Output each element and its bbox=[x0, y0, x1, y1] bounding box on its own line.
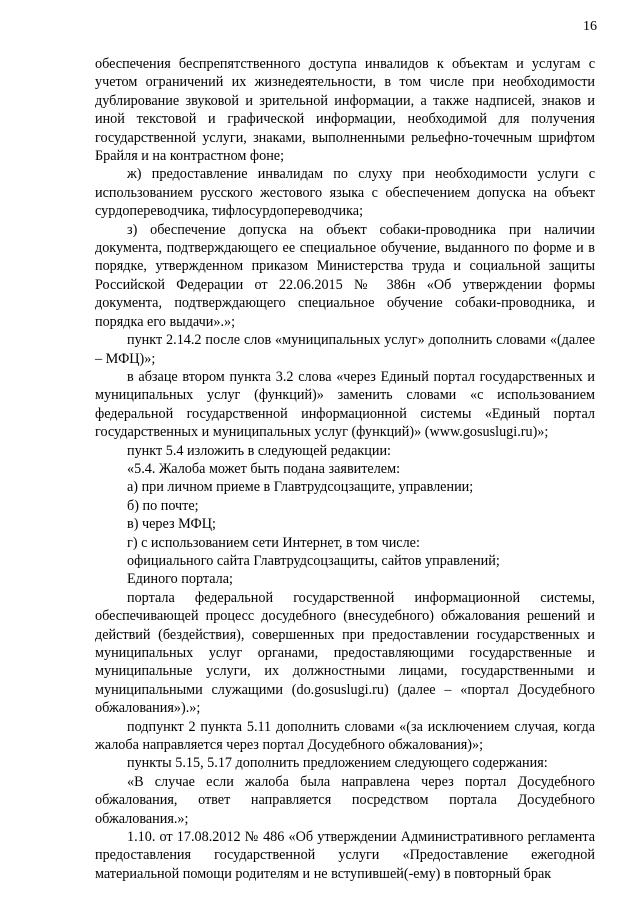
paragraph: официального сайта Главтрудсоцзащиты, сайтов управлений; bbox=[127, 552, 500, 569]
paragraph: обеспечения беспрепятственного доступа инвалидов к объектам и услугам с учетом ограничений их жизнедеятельности, в том числе при необходимости дублирование звуковой и зрительной информации, а также надписей, знаков и иной текстовой и графической информации, необходимой для получения государственной услуги, знаками, выполненными рельефно-точечным шрифтом Брайля и на контрастном фоне; bbox=[95, 56, 595, 165]
paragraph: «В случае если жалоба была направлена через портал Досудебного обжалования, ответ направляется посредством портала Досудебного обжалования.»; bbox=[95, 773, 595, 827]
paragraph: в) через МФЦ; bbox=[127, 516, 216, 533]
paragraph: подпункт 2 пункта 5.11 дополнить словами «(за исключением случая, когда жалоба направляется через портал Досудебного обжалования)»; bbox=[95, 718, 595, 754]
paragraph: б) по почте; bbox=[127, 497, 199, 514]
paragraph: 1.10. от 17.08.2012 № 486 «Об утверждении Административного регламента предоставления государственной услуги «Предоставление ежегодной материальной помощи родителям и не вступившей(-ему) в повторный брак bbox=[95, 829, 595, 882]
paragraph: з) обеспечение допуска на объект собаки-проводника при наличии документа, подтверждающего ее специальное обучение, выданного по форме и в порядке, утвержденном приказом Министерства труда и социальной защиты Российской Федерации от 22.06.2015 № 386н «Об утверждении формы документа, подтверждающего специальное обучение собаки-проводника, и порядка его выдачи».»; bbox=[95, 221, 595, 330]
paragraph: г) с использованием сети Интернет, в том числе: bbox=[127, 534, 420, 551]
paragraph: ж) предоставление инвалидам по слуху при необходимости услуги с использованием русского жестового языка с обеспечением допуска на объект сурдопереводчика, тифлосурдопереводчика; bbox=[95, 166, 595, 220]
paragraph: «5.4. Жалоба может быть подана заявителем: bbox=[127, 460, 401, 477]
page-number: 16 bbox=[583, 19, 597, 34]
paragraph: а) при личном приеме в Главтрудсоцзащите, управлении; bbox=[127, 479, 474, 496]
paragraph: Единого портала; bbox=[127, 571, 233, 588]
paragraph: пункты 5.15, 5.17 дополнить предложением следующего содержания: bbox=[127, 755, 548, 772]
paragraph: портала федеральной государственной информационной системы, обеспечивающей процесс досудебного (внесудебного) обжалования решений и действий (бездействия), совершенных при предоставлении государственных и муниципальных услуг органами, предоставляющими государственные и муниципальные услуги, их должностными лицами, государственными и муниципальными служащими (do.gosuslugi.ru) (далее – «портал Досудебного обжалования»).»; bbox=[95, 589, 595, 717]
document-body bbox=[95, 55, 595, 883]
paragraph: пункт 5.4 изложить в следующей редакции: bbox=[127, 442, 391, 459]
paragraph: пункт 2.14.2 после слов «муниципальных услуг» дополнить словами «(далее – МФЦ)»; bbox=[95, 332, 595, 367]
paragraph: в абзаце втором пункта 3.2 слова «через Единый портал государственных и муниципальных услуг (функций)» заменить словами «с использованием федеральной государственной информационной системы «Единый портал государственных и муниципальных услуг (функций)» (www.gosuslugi.ru)»; bbox=[95, 368, 595, 441]
